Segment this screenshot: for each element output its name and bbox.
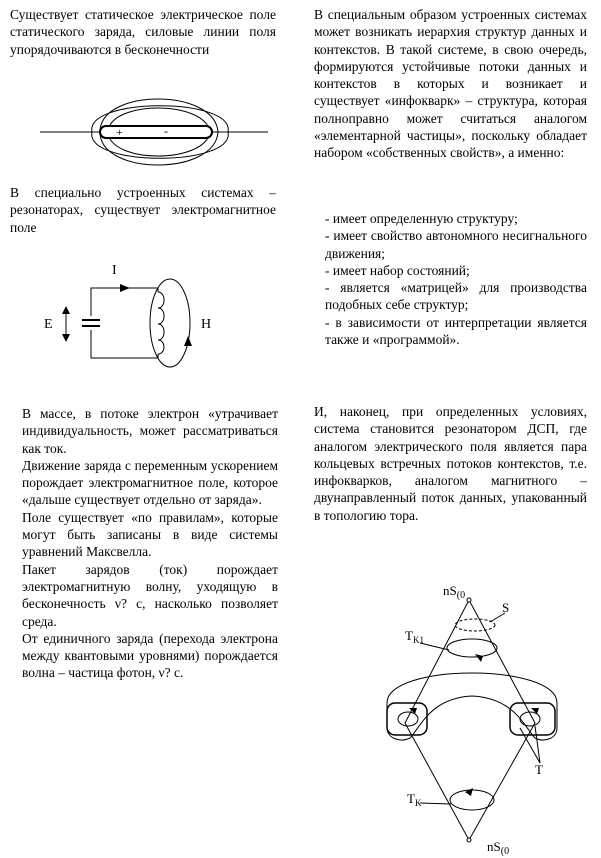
s-pointer: [490, 613, 505, 622]
list-item: - имеет определенную структуру;: [325, 211, 518, 226]
minus-sign: -: [164, 124, 168, 138]
dsp-resonator-description: [314, 403, 587, 524]
inductor-coil: [158, 292, 164, 354]
s-label: S: [502, 600, 510, 615]
list-item: - имеет набор состояний;: [325, 262, 470, 278]
paragraph: От единичного заряда (перехода электрона между квантовыми уровнями) порождается волна – частица фотон, ν? c.: [22, 630, 278, 681]
charge-description: [10, 6, 276, 58]
e-arrow-down: [62, 334, 70, 342]
wire-top: [91, 288, 158, 316]
paragraph: Пакет зарядов (ток) порождает электромагнитную волну, уходящую в бесконечность ν? c, насколько позволяет среда.: [22, 561, 278, 629]
list-item: - является «матрицей» для производства подобных себе структур;: [325, 280, 587, 313]
resonator-paragraph: В специально устроенных системах – резонаторах, существует электромагнитное поле: [10, 185, 276, 235]
bottom-ns-label: $nS_{(0}$: [487, 839, 510, 857]
paragraph: Поле существует «по правилам», которые могут быть записаны в виде системы уравнений Максвелла.: [22, 509, 278, 560]
list-item: - в зависимости от интерпретации является также и «программой».: [325, 314, 587, 348]
magnetic-arrow: [184, 336, 192, 346]
top-ns-label: $nS_{(0}$: [443, 583, 466, 601]
tk-arrow: [465, 788, 473, 796]
diamond-outline: [405, 600, 535, 840]
tk-label: $T_K$: [407, 791, 422, 808]
current-arrow: [120, 284, 130, 292]
dsp-paragraph: И, наконец, при определенных условиях, система становится резонатором ДСП, где аналогом электрического поля является пара кольцевых встречных потоков контекстов, т.е. инфокварков, аналогом магнитного – двунаправленный поток данных, упакованный в топологию тора.: [314, 404, 587, 523]
static-charge-figure: [40, 92, 310, 182]
tk1-label: $T_{K1}$: [405, 628, 424, 645]
e-arrow-up: [62, 306, 70, 314]
left-flow-loop: [398, 712, 418, 726]
resonator-description: [10, 184, 276, 236]
t-label: T: [535, 762, 543, 777]
infoquark-properties-list: [325, 210, 587, 348]
magnetic-field-label: H: [201, 317, 212, 332]
t-pointer-1: [520, 728, 540, 763]
infoquark-description: [314, 6, 587, 162]
torus-resonator-figure: [375, 578, 585, 858]
wire-bottom: [91, 330, 158, 358]
resonator-circuit-figure: [40, 258, 240, 378]
top-vertex: [467, 598, 471, 602]
bottom-vertex: [467, 838, 471, 842]
electric-field-label: E: [44, 317, 53, 332]
tk-ring: [450, 790, 494, 810]
electron-flow-description: [22, 405, 278, 682]
tk1-ring: [447, 639, 497, 657]
magnetic-loop: [150, 279, 190, 367]
current-label: I: [112, 263, 117, 278]
infoquark-paragraph: В специальным образом устроенных системах может возникать иерархия структур данных и контекстов. В такой системе, в свою очередь, формируются устойчивые потоки данных и контекстов в которых и возникает и существует «инфокварк» – структура, которая полноправно может считаться аналогом «элементарной частицы», поскольку обладает набором «собственных свойств», а именно:: [314, 7, 587, 161]
plus-sign: +: [116, 125, 123, 139]
t-pointer-2: [535, 726, 540, 763]
tk1-arrow: [475, 654, 483, 662]
charge-paragraph: Существует статическое электрическое поле статического заряда, силовые линии поля упорядочиваются в бесконечности: [10, 7, 276, 57]
paragraph: В массе, в потоке электрон «утрачивает индивидуальность, может рассматриваться как ток.: [22, 406, 278, 456]
s-dashed-ring: [455, 619, 495, 631]
paragraph: Движение заряда с переменным ускорением порождает электромагнитное поле, которое «дальше существует отдельно от заряда».: [22, 457, 278, 508]
list-item: - имеет свойство автономного несигнального движения;: [325, 228, 587, 261]
tk-pointer: [420, 803, 451, 804]
